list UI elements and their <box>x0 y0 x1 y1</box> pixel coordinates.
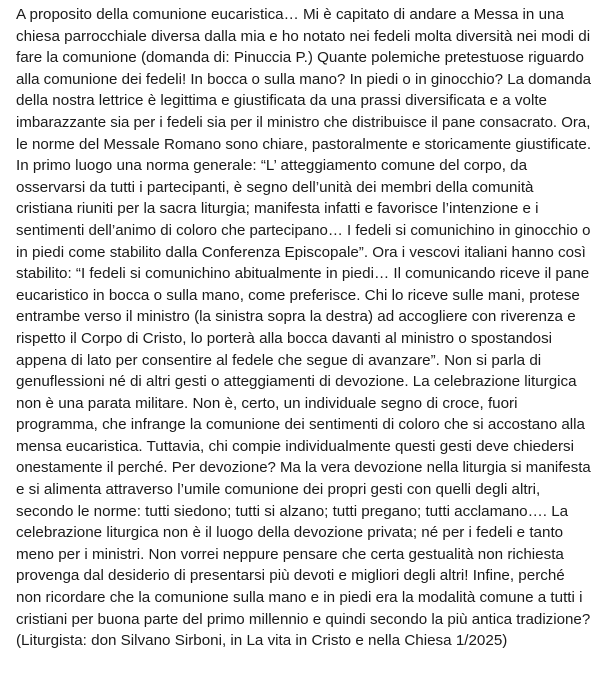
text-line: celebrazione liturgica non è il luogo della devozione privata; né per i fedeli e tanto <box>16 524 564 542</box>
text-line: A proposito della comunione eucaristica… Mi è capitato di andare a Messa in una <box>16 6 564 23</box>
text-line: meno per i ministri. Non vorrei neppure pensare che certa gestualità non richiesta <box>16 545 564 563</box>
text-line: fare la comunione (domanda di: Pinuccia P.) Quante polemiche pretestuose riguardo <box>16 49 584 67</box>
text-line: entrambe verso il ministro (la sinistra sopra la destra) ad accogliere con riverenza e <box>16 308 576 326</box>
text-line: alla comunione dei fedeli! In bocca o sulla mano? In piedi o in ginocchio? La domanda <box>16 70 592 88</box>
text-line: osservarsi da tutti i partecipanti, è segno dell’unità dei membri della comunità <box>16 178 534 196</box>
text-line: genuflessioni né di altri gesti o atteggiamenti di devozione. La celebrazione liturgica <box>16 373 577 391</box>
text-line: e si alimenta attraverso l’umile comunione dei propri gesti con quelli degli altri, <box>16 481 541 499</box>
text-line: della nostra lettrice è legittima e giustificata da una prassi diversificata e a volte <box>16 92 547 110</box>
text-line: programma, che infrange la comunione dei sentimenti di coloro che si accostano alla <box>16 416 585 434</box>
text-line: chiesa parrocchiale diversa dalla mia e ho notato nei fedeli molta diversità nei modi di <box>16 27 591 45</box>
text-line: eucaristico in bocca o sulla mano, come preferisce. Chi lo riceve sulle mani, protese <box>16 286 580 304</box>
text-line: non ricordare che la comunione sulla mano e in piedi era la modalità comune a tutti i <box>16 589 583 607</box>
text-line: rispetto il Corpo di Cristo, lo porterà alla bocca davanti al ministro o spostandosi <box>16 329 553 347</box>
text-line: sentimenti dell’animo di coloro che partecipano… I fedeli si comunichino in ginocchio o <box>16 221 591 239</box>
text-line: secondo le norme: tutti siedono; tutti si alzano; tutti pregano; tutti acclamano…. La <box>16 502 569 520</box>
text-line: le norme del Messale Romano sono chiare, pastoralmente e storicamente giustificate. <box>16 135 592 153</box>
citation-line: (Liturgista: don Silvano Sirboni, in La vita in Cristo e nella Chiesa 1/2025) <box>16 632 508 650</box>
text-line: cristiana riuniti per la sacra liturgia; manifesta infatti e favorisce l’intenzione e i <box>16 200 539 218</box>
text-line: imbarazzante sia per i fedeli sia per il ministro che distribuisce il pane consacrato. Ora, <box>16 113 591 131</box>
text-line: stabilito: “I fedeli si comunichino abitualmente in piedi… Il comunicando riceve il pane <box>16 265 590 283</box>
text-line: in piedi come stabilito dalla Conferenza Episcopale”. Ora i vescovi italiani hanno così <box>16 243 586 261</box>
document-body <box>16 4 591 652</box>
text-line: cristiani per buona parte del primo millennio e quindi secondo la più antica tradizione? <box>16 610 591 628</box>
text-line: In primo luogo una norma generale: “L’ atteggiamento comune del corpo, da <box>16 157 528 175</box>
text-line: mensa eucaristica. Tuttavia, chi compie individualmente questi gesti deve chiedersi <box>16 437 575 455</box>
text-line: provenga dal desiderio di presentarsi più devoti e migliori degli altri! Infine, perché <box>16 567 565 585</box>
text-line: appena di lato per consentire al fedele che segue di avanzare”. Non si parla di <box>16 351 542 369</box>
text-line: onestamente il perché. Per devozione? Ma la vera devozione nella liturgia si manifesta <box>16 459 591 477</box>
text-line: non è una parata militare. Non è, certo, un individuale segno di croce, fuori <box>16 394 518 412</box>
